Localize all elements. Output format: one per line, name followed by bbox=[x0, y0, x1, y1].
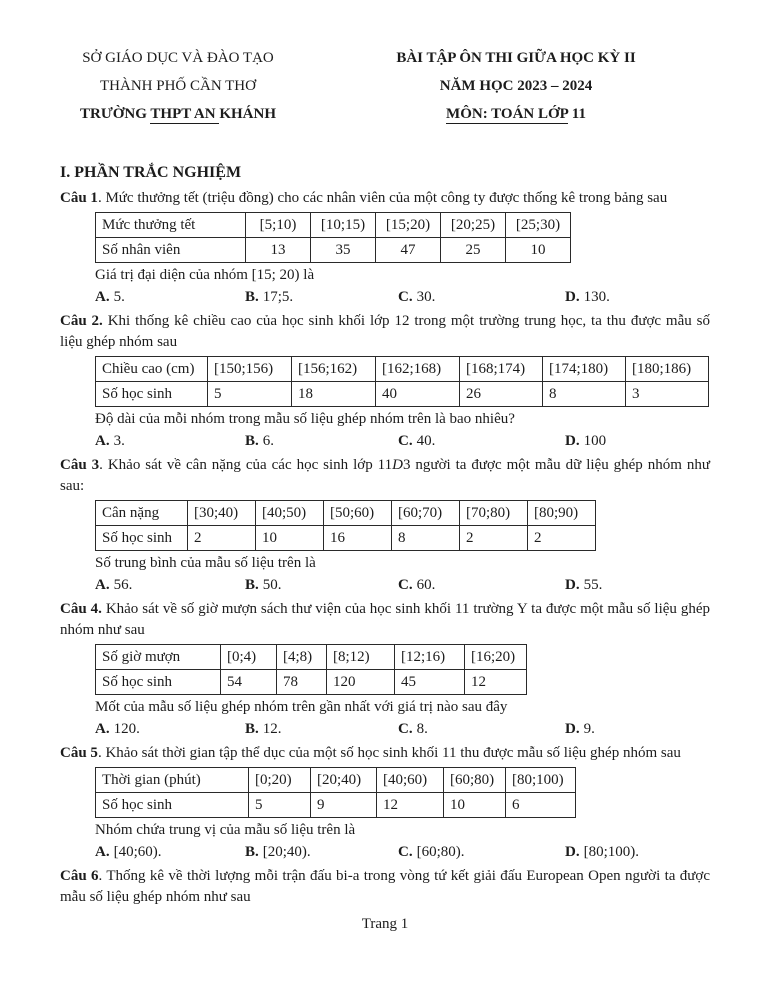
option-c bbox=[398, 575, 565, 595]
table-header-cell: [4;8) bbox=[277, 645, 327, 670]
option-key: D. bbox=[565, 577, 580, 593]
table-row bbox=[96, 670, 527, 695]
school-city-line: THÀNH PHỐ CẦN THƠ bbox=[100, 78, 256, 94]
table-value-cell: 10 bbox=[256, 526, 324, 551]
question-6-text bbox=[60, 866, 710, 908]
question-1-options bbox=[95, 287, 710, 307]
question-6 bbox=[60, 866, 710, 908]
question-4-label: Câu 4. bbox=[60, 601, 102, 617]
table-value-cell: 13 bbox=[246, 238, 311, 263]
option-text: 9. bbox=[583, 721, 595, 737]
table-value-cell: 40 bbox=[376, 382, 460, 407]
option-text: [60;80). bbox=[416, 844, 465, 860]
table-header-cell: [20;40) bbox=[311, 768, 377, 793]
table-value-cell: Số nhân viên bbox=[96, 238, 246, 263]
table-value-cell: 8 bbox=[392, 526, 460, 551]
table-row bbox=[96, 238, 571, 263]
option-key: C. bbox=[398, 844, 413, 860]
table-header-cell: Thời gian (phút) bbox=[96, 768, 249, 793]
table-row bbox=[96, 768, 576, 793]
option-d bbox=[565, 575, 710, 595]
table-value-cell: 10 bbox=[506, 238, 571, 263]
table-row bbox=[96, 645, 527, 670]
option-b bbox=[245, 287, 398, 307]
option-text: 17;5. bbox=[262, 289, 294, 305]
question-5-statement: . Khảo sát thời gian tập thể dục của một số học sinh khối 11 thu được mẫu số liệu ghép nhóm sau bbox=[97, 745, 681, 761]
table-header-cell: [156;162) bbox=[292, 357, 376, 382]
table-header-cell: [15;20) bbox=[376, 213, 441, 238]
option-text: 12. bbox=[262, 721, 282, 737]
question-3-class-letter: D bbox=[392, 457, 403, 473]
table-value-cell: 10 bbox=[444, 793, 506, 818]
table-row bbox=[96, 526, 596, 551]
table-header-cell: [25;30) bbox=[506, 213, 571, 238]
table-value-cell: 6 bbox=[506, 793, 576, 818]
table-row bbox=[96, 382, 709, 407]
table-row bbox=[96, 793, 576, 818]
question-2-options bbox=[95, 431, 710, 451]
option-c bbox=[398, 287, 565, 307]
table-value-cell: 16 bbox=[324, 526, 392, 551]
table-value-cell: Số học sinh bbox=[96, 526, 188, 551]
table-header-cell: [50;60) bbox=[324, 501, 392, 526]
question-5-options bbox=[95, 842, 710, 862]
option-d bbox=[565, 431, 710, 451]
option-b bbox=[245, 575, 398, 595]
option-text: 8. bbox=[416, 721, 428, 737]
question-5-label: Câu 5 bbox=[60, 745, 98, 761]
table-header-cell: Mức thưởng tết bbox=[96, 213, 246, 238]
table-header-cell: [150;156) bbox=[208, 357, 292, 382]
option-text: 30. bbox=[416, 289, 436, 305]
option-text: 5. bbox=[113, 289, 125, 305]
table-value-cell: 2 bbox=[188, 526, 256, 551]
option-key: D. bbox=[565, 844, 580, 860]
option-text: 100 bbox=[583, 433, 607, 449]
question-4-options bbox=[95, 719, 710, 739]
school-name-prefix: TRƯỜNG bbox=[79, 106, 151, 122]
question-4-text bbox=[60, 599, 710, 641]
table-value-cell: 47 bbox=[376, 238, 441, 263]
question-2-label: Câu 2. bbox=[60, 313, 103, 329]
table-header-cell: [16;20) bbox=[465, 645, 527, 670]
table-header-cell: Chiều cao (cm) bbox=[96, 357, 208, 382]
option-key: B. bbox=[245, 844, 259, 860]
option-text: [80;100). bbox=[583, 844, 640, 860]
exam-title-line: BÀI TẬP ÔN THI GIỮA HỌC KỲ II bbox=[396, 50, 636, 66]
table-value-cell: 18 bbox=[292, 382, 376, 407]
table-row bbox=[96, 357, 709, 382]
question-1-table bbox=[95, 212, 571, 263]
school-name-underlined: THPT AN bbox=[150, 106, 220, 122]
question-1 bbox=[60, 188, 710, 307]
table-value-cell: 12 bbox=[377, 793, 444, 818]
exam-subject-underlined: MÔN: TOÁN LỚP bbox=[446, 106, 569, 122]
table-value-cell: 8 bbox=[543, 382, 626, 407]
table-header-cell: [12;16) bbox=[395, 645, 465, 670]
option-a bbox=[95, 719, 245, 739]
question-5 bbox=[60, 743, 710, 862]
table-value-cell: Số học sinh bbox=[96, 793, 249, 818]
table-value-cell: 26 bbox=[460, 382, 543, 407]
option-text: 60. bbox=[416, 577, 436, 593]
option-text: 56. bbox=[113, 577, 133, 593]
question-3-table bbox=[95, 500, 596, 551]
option-key: B. bbox=[245, 289, 259, 305]
header-exam-block bbox=[346, 44, 686, 128]
option-text: [40;60). bbox=[113, 844, 162, 860]
question-4-prompt: Mốt của mẫu số liệu ghép nhóm trên gần nhất với giá trị nào sau đây bbox=[95, 699, 508, 715]
option-key: C. bbox=[398, 289, 413, 305]
question-4-statement: Khảo sát về số giờ mượn sách thư viện của học sinh khối 11 trường Y ta được một mẫu số liệu ghép nhóm như sau bbox=[60, 601, 710, 638]
question-3-options bbox=[95, 575, 710, 595]
option-key: B. bbox=[245, 577, 259, 593]
option-text: 120. bbox=[113, 721, 140, 737]
option-key: A. bbox=[95, 844, 110, 860]
option-text: 3. bbox=[113, 433, 125, 449]
question-3-text bbox=[60, 455, 710, 497]
section-title: I. PHẦN TRẮC NGHIỆM bbox=[60, 164, 242, 181]
table-row bbox=[96, 213, 571, 238]
question-2 bbox=[60, 311, 710, 451]
option-b bbox=[245, 842, 398, 862]
question-6-statement: . Thống kê về thời lượng mỗi trận đấu bi-a trong vòng tứ kết giải đấu European Open người ta được mẫu số liệu ghép nhóm như sau bbox=[60, 868, 710, 905]
table-header-cell: [30;40) bbox=[188, 501, 256, 526]
option-a bbox=[95, 431, 245, 451]
option-d bbox=[565, 842, 710, 862]
option-b bbox=[245, 719, 398, 739]
question-6-label: Câu 6 bbox=[60, 868, 99, 884]
table-header-cell: [5;10) bbox=[246, 213, 311, 238]
question-5-table bbox=[95, 767, 576, 818]
exam-subject-line bbox=[346, 100, 686, 128]
option-a bbox=[95, 842, 245, 862]
exam-year-line: NĂM HỌC 2023 – 2024 bbox=[439, 78, 593, 94]
question-4-table bbox=[95, 644, 527, 695]
table-value-cell: 78 bbox=[277, 670, 327, 695]
question-3-statement-post: 3 người ta được một mẫu dữ liệu ghép nhóm như sau: bbox=[60, 457, 711, 494]
option-text: 40. bbox=[416, 433, 436, 449]
table-value-cell: 35 bbox=[311, 238, 376, 263]
question-5-text bbox=[60, 743, 710, 764]
question-2-text bbox=[60, 311, 710, 353]
question-1-text bbox=[60, 188, 710, 209]
option-key: B. bbox=[245, 721, 259, 737]
option-c bbox=[398, 842, 565, 862]
table-value-cell: Số học sinh bbox=[96, 670, 221, 695]
page-number: Trang 1 bbox=[361, 916, 409, 932]
table-header-cell: [168;174) bbox=[460, 357, 543, 382]
table-header-cell: [60;80) bbox=[444, 768, 506, 793]
option-key: D. bbox=[565, 289, 580, 305]
table-header-cell: [10;15) bbox=[311, 213, 376, 238]
question-2-table bbox=[95, 356, 709, 407]
table-header-cell: [8;12) bbox=[327, 645, 395, 670]
question-2-statement: Khi thống kê chiều cao của học sinh khối lớp 12 trong một trường trung học, ta thu được mẫu số liệu ghép nhóm sau bbox=[60, 313, 710, 350]
option-key: C. bbox=[398, 433, 413, 449]
option-key: A. bbox=[95, 577, 110, 593]
option-text: 50. bbox=[262, 577, 282, 593]
school-name-line bbox=[60, 100, 296, 128]
table-header-cell: [0;4) bbox=[221, 645, 277, 670]
table-header-cell: [180;186) bbox=[626, 357, 709, 382]
option-text: 130. bbox=[583, 289, 610, 305]
option-key: A. bbox=[95, 289, 110, 305]
table-value-cell: 2 bbox=[460, 526, 528, 551]
option-key: C. bbox=[398, 721, 413, 737]
school-department-line: SỞ GIÁO DỤC VÀ ĐÀO TẠO bbox=[82, 50, 274, 66]
table-value-cell: 5 bbox=[208, 382, 292, 407]
table-header-cell: [20;25) bbox=[441, 213, 506, 238]
table-value-cell: 45 bbox=[395, 670, 465, 695]
question-1-label: Câu 1 bbox=[60, 190, 98, 206]
question-3-prompt: Số trung bình của mẫu số liệu trên là bbox=[95, 555, 316, 571]
question-2-prompt: Độ dài của mỗi nhóm trong mẫu số liệu ghép nhóm trên là bao nhiêu? bbox=[95, 411, 515, 427]
table-value-cell: 9 bbox=[311, 793, 377, 818]
table-value-cell: Số học sinh bbox=[96, 382, 208, 407]
question-1-prompt: Giá trị đại diện của nhóm [15; 20) là bbox=[95, 267, 315, 283]
table-header-cell: [80;100) bbox=[506, 768, 576, 793]
option-d bbox=[565, 719, 710, 739]
document-header bbox=[60, 44, 710, 128]
table-value-cell: 2 bbox=[528, 526, 596, 551]
table-value-cell: 54 bbox=[221, 670, 277, 695]
school-name-suffix: KHÁNH bbox=[219, 106, 276, 122]
option-d bbox=[565, 287, 710, 307]
option-c bbox=[398, 719, 565, 739]
option-key: A. bbox=[95, 721, 110, 737]
table-header-cell: [174;180) bbox=[543, 357, 626, 382]
table-value-cell: 3 bbox=[626, 382, 709, 407]
header-school-block bbox=[60, 44, 296, 128]
option-key: B. bbox=[245, 433, 259, 449]
table-header-cell: Số giờ mượn bbox=[96, 645, 221, 670]
table-value-cell: 12 bbox=[465, 670, 527, 695]
question-3-statement-pre: . Khảo sát về cân nặng của các học sinh lớp 11 bbox=[99, 457, 393, 473]
table-header-cell: [40;60) bbox=[377, 768, 444, 793]
option-text: [20;40). bbox=[262, 844, 311, 860]
table-header-cell: [40;50) bbox=[256, 501, 324, 526]
table-header-cell: [162;168) bbox=[376, 357, 460, 382]
option-key: C. bbox=[398, 577, 413, 593]
table-header-cell: [80;90) bbox=[528, 501, 596, 526]
option-c bbox=[398, 431, 565, 451]
table-value-cell: 120 bbox=[327, 670, 395, 695]
question-3-label: Câu 3 bbox=[60, 457, 100, 473]
exam-subject-suffix: 11 bbox=[568, 106, 586, 122]
table-header-cell: [70;80) bbox=[460, 501, 528, 526]
question-1-statement: . Mức thưởng tết (triệu đồng) cho các nhân viên của một công ty được thống kê trong bảng sau bbox=[97, 190, 668, 206]
question-4 bbox=[60, 599, 710, 739]
option-text: 55. bbox=[583, 577, 603, 593]
table-row bbox=[96, 501, 596, 526]
option-key: D. bbox=[565, 433, 580, 449]
option-a bbox=[95, 575, 245, 595]
table-value-cell: 5 bbox=[249, 793, 311, 818]
option-key: A. bbox=[95, 433, 110, 449]
option-key: D. bbox=[565, 721, 580, 737]
question-5-prompt: Nhóm chứa trung vị của mẫu số liệu trên là bbox=[95, 822, 356, 838]
table-value-cell: 25 bbox=[441, 238, 506, 263]
question-3 bbox=[60, 455, 710, 595]
table-header-cell: [60;70) bbox=[392, 501, 460, 526]
table-header-cell: [0;20) bbox=[249, 768, 311, 793]
option-b bbox=[245, 431, 398, 451]
option-a bbox=[95, 287, 245, 307]
option-text: 6. bbox=[262, 433, 275, 449]
table-header-cell: Cân nặng bbox=[96, 501, 188, 526]
